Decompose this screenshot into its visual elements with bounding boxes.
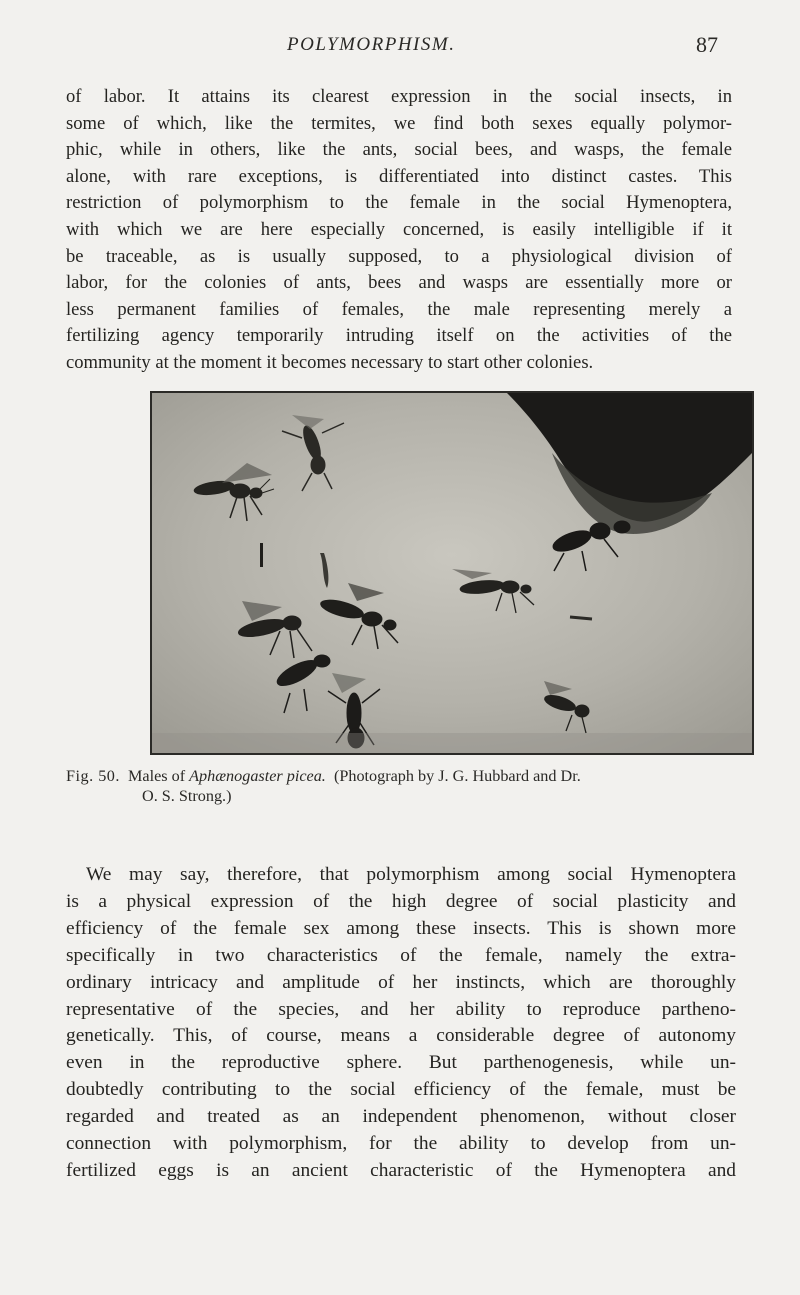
paragraph-1: [66, 84, 732, 377]
text-line: even in the reproductive sphere. But parthenogenesis, while un-: [66, 1052, 736, 1074]
text-line: alone, with rare exceptions, is differentiated into distinct castes. This: [66, 165, 732, 187]
page-number: 87: [696, 32, 718, 57]
figure-photograph: [150, 391, 754, 755]
text-line: fertilizing agency temporarily intruding itself on the activities of the: [66, 325, 732, 347]
text-line: We may say, therefore, that polymorphism among social Hymenoptera: [86, 864, 736, 885]
text-line: ordinary intricacy and amplitude of her instincts, which are thoroughly: [66, 971, 736, 993]
text-line: phic, while in others, like the ants, social bees, and wasps, the female: [66, 139, 732, 161]
text-line: is a physical expression of the high degree of social plasticity and: [66, 890, 736, 912]
text-line: specifically in two characteristics of the female, namely the extra-: [66, 944, 736, 966]
text-line: connection with polymorphism, for the ability to develop from un-: [66, 1133, 736, 1155]
text-line: of labor. It attains its clearest expression in the social insects, in: [66, 86, 732, 107]
paragraph-2: [66, 862, 736, 1185]
text-line: be traceable, as is usually supposed, to a physiological division of: [66, 245, 732, 267]
text-line: labor, for the colonies of ants, bees and wasps are essentially more or: [66, 272, 732, 294]
figure-label: Fig. 50.: [66, 767, 120, 785]
debris-mark: [260, 543, 263, 567]
text-line: regarded and treated as an independent phenomenon, without closer: [66, 1106, 736, 1128]
text-line: community at the moment it becomes necessary to start other colonies.: [66, 351, 594, 373]
text-line: fertilized eggs is an ancient characteristic of the Hymenoptera and: [66, 1159, 736, 1181]
figure-caption: [66, 766, 746, 806]
text-line: doubtedly contributing to the social efficiency of the female, must be: [66, 1079, 736, 1101]
photo-credit: (Photograph by J. G. Hubbard and Dr.: [333, 767, 581, 785]
running-head-title: POLYMORPHISM.: [287, 34, 456, 55]
text-line: restriction of polymorphism to the female in the social Hymenoptera,: [66, 192, 732, 214]
text-line: some of which, like the termites, we find both sexes equally polymor-: [66, 112, 732, 134]
text-line: less permanent families of females, the male representing merely a: [66, 298, 732, 320]
text-line: representative of the species, and her ability to reproduce partheno-: [66, 998, 736, 1020]
species-name: Aphænogaster picea.: [189, 767, 326, 785]
text-line: genetically. This, of course, means a considerable degree of autonomy: [66, 1025, 736, 1047]
caption-text: Males of: [128, 767, 186, 785]
ant-photograph: [152, 393, 752, 753]
text-line: with which we are here especially concerned, is easily intelligible if it: [66, 218, 732, 240]
photo-credit-continued: O. S. Strong.): [142, 787, 232, 805]
text-line: efficiency of the female sex among these insects. This is shown more: [66, 917, 736, 939]
running-header: [0, 30, 800, 60]
